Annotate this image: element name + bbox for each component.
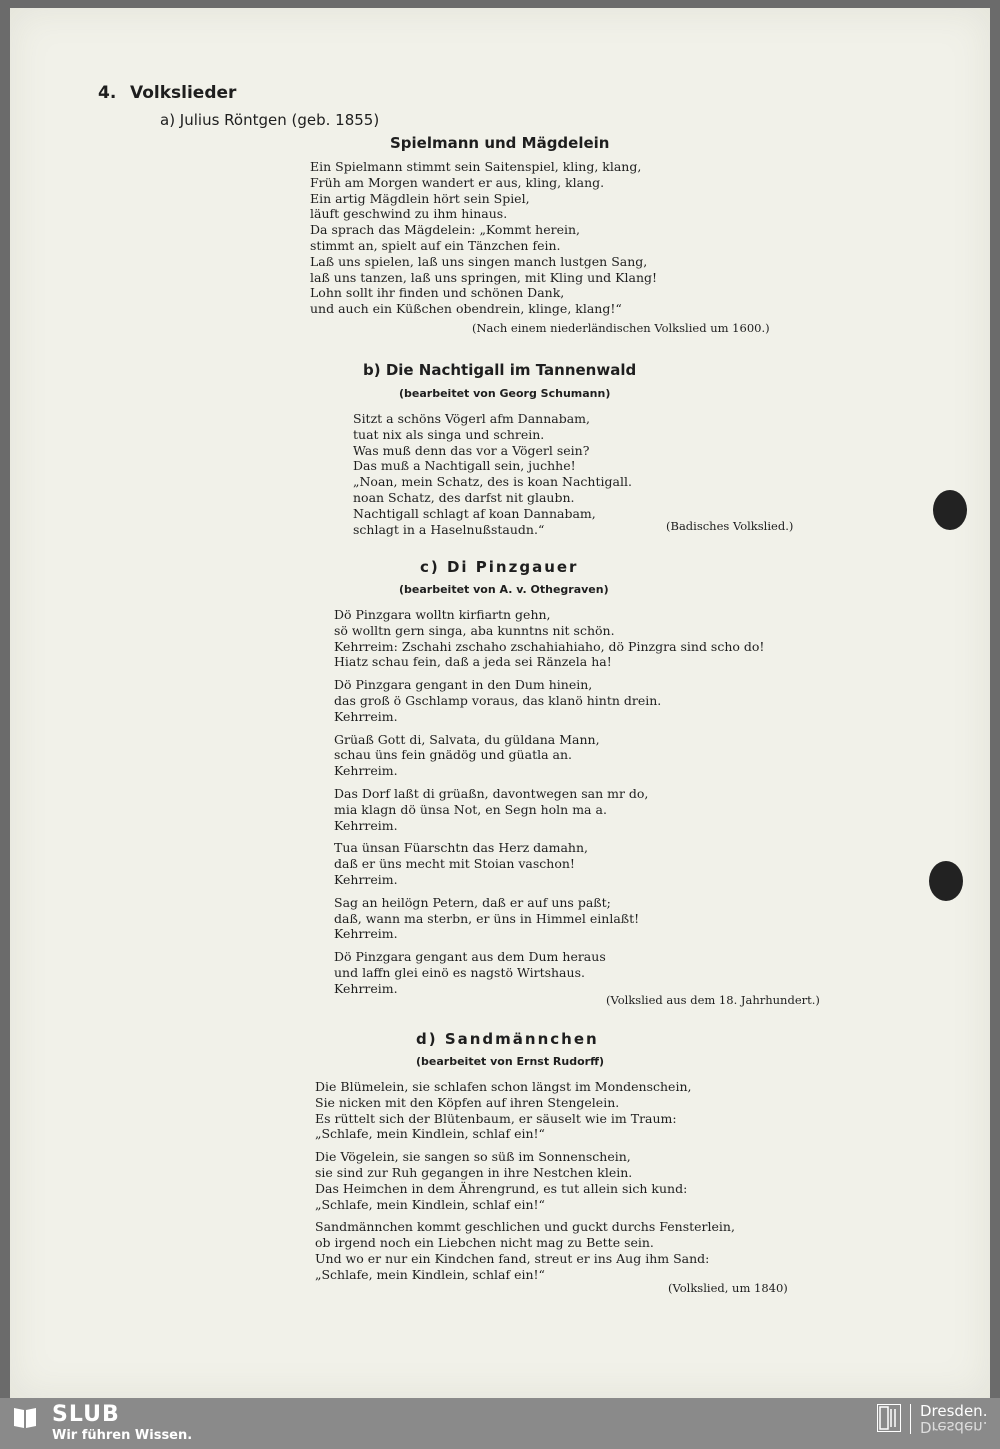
verse-line: Sag an heilögn Petern, daß er auf uns paßt; [334, 894, 611, 910]
verse-line: Nachtigall schlagt af koan Dannabam, [353, 505, 596, 521]
verse-line: Kehrreim. [334, 980, 398, 996]
verse-line: Kehrreim. [334, 926, 398, 942]
verse-line: Sie nicken mit den Köpfen auf ihren Stengelein. [315, 1094, 620, 1110]
slub-book-icon [12, 1404, 38, 1430]
song-arranger-c: (bearbeitet von A. v. Othegraven) [399, 583, 609, 596]
song-arranger-b: (bearbeitet von Georg Schumann) [399, 387, 611, 400]
section-number: 4. [98, 83, 117, 103]
stanza [334, 607, 764, 670]
song-source-b: (Badisches Volkslied.) [666, 519, 794, 533]
song-verse-c [334, 607, 764, 997]
verse-line: „Schlafe, mein Kindlein, schlaf ein!“ [315, 1266, 545, 1282]
section-title: Volkslieder [130, 83, 237, 103]
verse-line: Dö Pinzgara wolltn kirfiartn gehn, [334, 607, 551, 622]
verse-line: Das Dorf laßt di grüaßn, davontwegen san mr do, [334, 785, 649, 801]
stanza [334, 786, 764, 833]
verse-line: daß er üns mecht mit Stoian vaschon! [334, 856, 575, 872]
verse-line: Die Blümelein, sie schlafen schon längst im Mondenschein, [315, 1079, 692, 1094]
verse-line: Kehrreim. [334, 708, 398, 724]
verse-line: „Schlafe, mein Kindlein, schlaf ein!“ [315, 1196, 545, 1212]
verse-line: Tua ünsan Füarschtn das Herz damahn, [334, 840, 588, 856]
verse-line: noan Schatz, des darfst nit glaubn. [353, 489, 575, 505]
dresden-name-reflection: Dresden. [920, 1418, 988, 1436]
stanza [334, 895, 764, 942]
composer-heading: a) Julius Röntgen (geb. 1855) [160, 111, 380, 129]
song-source-a: (Nach einem niederländischen Volkslied um 1600.) [472, 321, 770, 335]
verse-line: Was muß denn das vor a Vögerl sein? [353, 442, 590, 458]
verse-line: läuft geschwind zu ihm hinaus. [310, 206, 508, 222]
verse-line: Das muß a Nachtigall sein, juchhe! [353, 458, 576, 474]
verse-line: Kehrreim. [334, 817, 398, 833]
verse-line: Das Heimchen in dem Ährengrund, es tut allein sich kund: [315, 1180, 688, 1196]
verse-line: „Noan, mein Schatz, des is koan Nachtigall. [353, 474, 632, 490]
verse-line: Kehrreim. [334, 871, 398, 887]
verse-line: Es rüttelt sich der Blütenbaum, er säuselt wie im Traum: [315, 1110, 677, 1126]
verse-line: Laß uns spielen, laß uns singen manch lustgen Sang, [310, 253, 648, 269]
punch-hole-top [933, 490, 967, 530]
song-verse-b [353, 411, 632, 537]
verse-line: Ein artig Mägdlein hört sein Spiel, [310, 190, 530, 206]
verse-line: Dö Pinzgara gengant aus dem Dum heraus [334, 949, 606, 965]
verse-line: und auch ein Küßchen obendrein, klinge, klang!“ [310, 301, 622, 317]
verse-line: Und wo er nur ein Kindchen fand, streut er ins Aug ihm Sand: [315, 1250, 710, 1266]
verse-line: sö wolltn gern singa, aba kunntns nit schön. [334, 622, 615, 638]
song-arranger-d: (bearbeitet von Ernst Rudorff) [416, 1055, 605, 1068]
dresden-name[interactable]: Dresden. [920, 1402, 988, 1420]
verse-line: mia klagn dö ünsa Not, en Segn holn ma a. [334, 801, 607, 817]
dresden-crest-icon [877, 1404, 901, 1432]
verse-line: Sandmännchen kommt geschlichen und guckt durchs Fensterlein, [315, 1219, 735, 1235]
verse-line: Lohn sollt ihr finden und schönen Dank, [310, 285, 565, 301]
punch-hole-bottom [929, 861, 963, 901]
verse-line: das groß ö Gschlamp voraus, das klanö hintn drein. [334, 692, 662, 708]
stanza [315, 1219, 735, 1282]
verse-line: laß uns tanzen, laß uns springen, mit Kling und Klang! [310, 269, 658, 285]
verse-line: schau üns fein gnädög und güatla an. [334, 747, 572, 763]
song-source-d: (Volkslied, um 1840) [668, 1281, 788, 1295]
song-title-a: Spielmann und Mägdelein [390, 134, 610, 152]
verse-line: Sitzt a schöns Vögerl afm Dannabam, [353, 411, 590, 426]
verse-line: und laffn glei einö es nagstö Wirtshaus. [334, 964, 585, 980]
song-source-c: (Volkslied aus dem 18. Jahrhundert.) [606, 993, 820, 1007]
song-verse-d [315, 1079, 735, 1283]
stanza [334, 732, 764, 779]
scanned-page [10, 8, 990, 1398]
verse-line: stimmt an, spielt auf ein Tänzchen fein. [310, 237, 561, 253]
song-title-c: c) Di Pinzgauer [420, 558, 579, 576]
verse-line: tuat nix als singa und schrein. [353, 426, 545, 442]
stanza [334, 840, 764, 887]
song-title-b: b) Die Nachtigall im Tannenwald [363, 361, 637, 379]
verse-line: Dö Pinzgara gengant in den Dum hinein, [334, 677, 593, 693]
verse-line: Kehrreim: Zschahi zschaho zschahiahiaho, dö Pinzgra sind scho do! [334, 638, 765, 654]
stanza [315, 1149, 735, 1212]
slub-name[interactable]: SLUB [52, 1402, 120, 1427]
verse-line: Früh am Morgen wandert er aus, kling, klang. [310, 174, 605, 190]
verse-line: Hiatz schau fein, daß a jeda sei Ränzela ha! [334, 654, 612, 670]
verse-line: Grüaß Gott di, Salvata, du güldana Mann, [334, 731, 600, 747]
song-title-d: d) Sandmännchen [416, 1030, 599, 1048]
verse-line: „Schlafe, mein Kindlein, schlaf ein!“ [315, 1126, 545, 1142]
slub-tagline: Wir führen Wissen. [52, 1428, 193, 1443]
verse-line: schlagt in a Haselnußstaudn.“ [353, 521, 545, 537]
verse-line: sie sind zur Ruh gegangen in ihre Nestchen klein. [315, 1164, 633, 1180]
stanza [334, 949, 764, 996]
song-verse-a [310, 159, 657, 317]
stanza [315, 1079, 735, 1142]
verse-line: ob irgend noch ein Liebchen nicht mag zu Bette sein. [315, 1235, 654, 1251]
verse-line: Da sprach das Mägdelein: „Kommt herein, [310, 222, 580, 238]
verse-line: Ein Spielmann stimmt sein Saitenspiel, kling, klang, [310, 159, 642, 174]
verse-line: Kehrreim. [334, 763, 398, 779]
verse-line: Die Vögelein, sie sangen so süß im Sonnenschein, [315, 1149, 631, 1165]
footer-bar [0, 1398, 1000, 1449]
footer-divider [910, 1404, 911, 1434]
verse-line: daß, wann ma sterbn, er üns in Himmel einlaßt! [334, 910, 640, 926]
stanza [334, 677, 764, 724]
